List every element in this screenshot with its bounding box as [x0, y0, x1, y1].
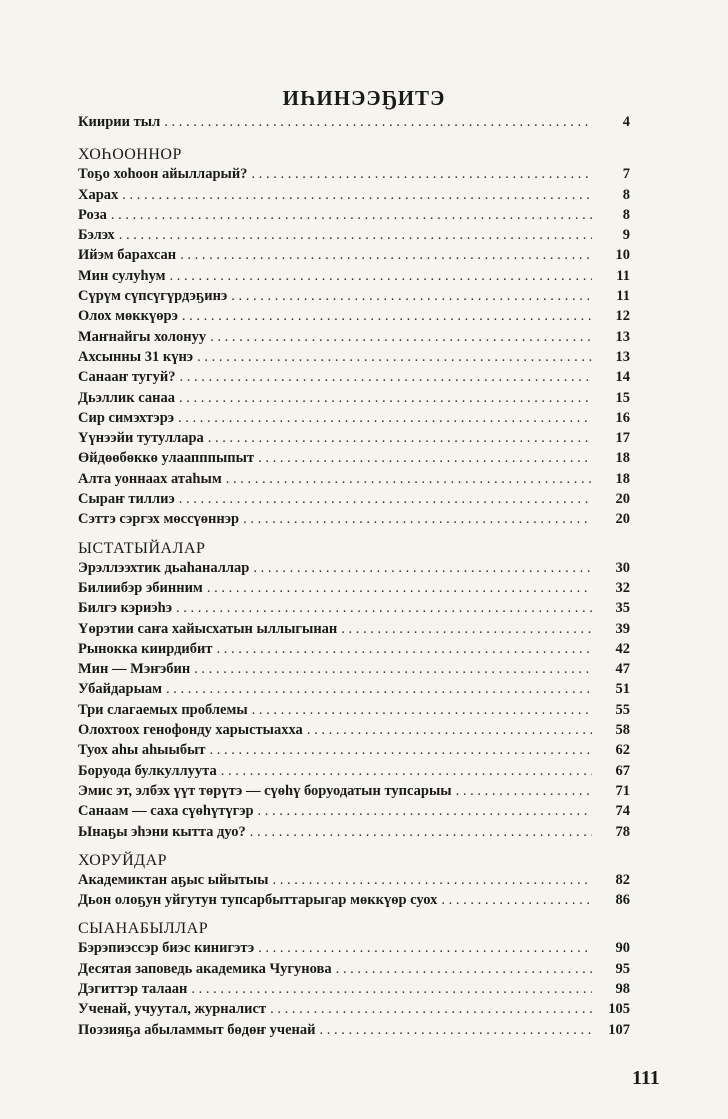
- toc-sections: [78, 144, 630, 1042]
- toc-entry-page: 9: [622, 227, 630, 244]
- toc-entry: [78, 308, 630, 328]
- toc-entry: [78, 471, 630, 491]
- dot-leader: [253, 560, 592, 577]
- toc-entry: [78, 207, 630, 227]
- toc-entry: [78, 681, 630, 701]
- toc-entry-title: Тоҕо хоһоон айылларый?: [78, 166, 248, 183]
- toc-entry: [78, 580, 630, 600]
- dot-leader: [221, 763, 592, 780]
- dot-leader: [191, 981, 592, 998]
- toc-entry-page: 98: [615, 980, 630, 997]
- dot-leader: [170, 268, 592, 285]
- toc-entry-page: 7: [622, 166, 630, 183]
- toc-entry: [78, 560, 630, 580]
- toc-entry-page: 105: [608, 1001, 630, 1018]
- toc-entry-page: 67: [615, 762, 630, 779]
- toc-entry: [78, 450, 630, 470]
- toc-entry-page: 10: [615, 247, 630, 264]
- toc-entry: [78, 369, 630, 389]
- toc-entry-page: 13: [615, 348, 630, 365]
- dot-leader: [210, 329, 592, 346]
- toc-entry: [78, 872, 630, 892]
- toc-entry: [78, 803, 630, 823]
- dot-leader: [243, 511, 592, 528]
- dot-leader: [119, 227, 592, 244]
- toc-entry-title: Десятая заповедь академика Чугунова: [78, 960, 332, 977]
- toc-entry-title: Санааҥ тугуй?: [78, 369, 176, 386]
- toc-entry-title: Бэрэпиэссэр биэс кинигэтэ: [78, 940, 255, 957]
- toc-entry: [78, 763, 630, 783]
- toc-entry-title: Алта уоннаах атаһым: [78, 470, 222, 487]
- toc-entry-page: 74: [615, 803, 630, 820]
- toc-entry: [78, 981, 630, 1001]
- dot-leader: [178, 410, 592, 427]
- toc-entry-title: Роза: [78, 206, 107, 223]
- toc-entry-title: Бэлэх: [78, 227, 115, 244]
- toc-entry-title: Санаам — саха сүөһүтүгэр: [78, 803, 254, 820]
- toc-entry: [78, 329, 630, 349]
- toc-entry-title: Киирии тыл: [78, 114, 161, 130]
- dot-leader: [252, 702, 592, 719]
- toc-entry: [78, 268, 630, 288]
- toc-entry-page: 11: [616, 288, 630, 305]
- toc-entry-page: 16: [615, 409, 630, 426]
- toc-entry: [78, 491, 630, 511]
- toc-entry-title: Дьэллик санаа: [78, 389, 175, 406]
- toc-entry-page: 78: [615, 823, 630, 840]
- toc-entry-title: Академиктан аҕыс ыйытыы: [78, 871, 269, 888]
- toc-entry-page: 39: [615, 620, 630, 637]
- toc-entry-page: 18: [615, 470, 630, 487]
- dot-leader: [226, 471, 592, 488]
- table-of-contents: [78, 114, 630, 1042]
- toc-entry-page: 71: [615, 782, 630, 799]
- dot-leader: [180, 247, 592, 264]
- toc-entry: [78, 390, 630, 410]
- dot-leader: [456, 783, 592, 800]
- toc-entry-title: Мин — Мэҥэбин: [78, 661, 191, 678]
- toc-entry-title: Сэттэ сэргэх мөссүөннэр: [78, 511, 240, 528]
- toc-entry-intro: [78, 114, 630, 134]
- toc-entry-page: 4: [622, 114, 630, 130]
- toc-entry-title: Сүрүм сүпсүгүрдэҕинэ: [78, 288, 228, 305]
- dot-leader: [251, 166, 592, 183]
- toc-entry-title: Дэгиттэр талаан: [78, 980, 188, 997]
- toc-entry: [78, 824, 630, 844]
- toc-entry: [78, 621, 630, 641]
- toc-entry-page: 11: [616, 267, 630, 284]
- toc-entry-page: 95: [615, 960, 630, 977]
- section-heading: ХОҺООННОР: [78, 146, 182, 164]
- toc-entry: [78, 961, 630, 981]
- toc-entry-page: 82: [615, 871, 630, 888]
- dot-leader: [208, 430, 592, 447]
- toc-entry-title: Олохтоох генофонду харыстыахха: [78, 722, 303, 739]
- dot-leader: [258, 450, 592, 467]
- section-heading: ХОРУЙДАР: [78, 851, 168, 869]
- toc-entry-page: 32: [615, 579, 630, 596]
- toc-entry-title: Үүнээйи тутуллара: [78, 430, 204, 447]
- toc-entry-page: 18: [615, 450, 630, 467]
- dot-leader: [250, 824, 592, 841]
- toc-entry-page: 13: [615, 328, 630, 345]
- section-heading: ЫСТАТЫЙАЛАР: [78, 539, 206, 557]
- dot-leader: [182, 308, 592, 325]
- toc-entry: [78, 641, 630, 661]
- toc-entry-title: Өйдөөбөккө улаапппыпыт: [78, 450, 255, 467]
- toc-entry-page: 47: [615, 661, 630, 678]
- dot-leader: [164, 114, 592, 131]
- toc-entry-title: Билгэ кэриэһэ: [78, 600, 172, 617]
- dot-leader: [207, 580, 592, 597]
- dot-leader: [217, 641, 592, 658]
- dot-leader: [319, 1022, 592, 1039]
- toc-entry-page: 58: [615, 722, 630, 739]
- dot-leader: [273, 872, 593, 889]
- dot-leader: [231, 288, 592, 305]
- toc-entry-title: Ученай, учуутал, журналист: [78, 1001, 267, 1018]
- toc-entry: [78, 702, 630, 722]
- dot-leader: [111, 207, 592, 224]
- toc-entry-page: 90: [615, 940, 630, 957]
- toc-entry-page: 30: [615, 559, 630, 576]
- dot-leader: [176, 600, 592, 617]
- toc-entry-title: Сир симэхтэрэ: [78, 409, 175, 426]
- toc-entry-title: Туох аһы аһыыбыт: [78, 742, 206, 759]
- toc-entry-page: 8: [622, 206, 630, 223]
- toc-entry-page: 17: [615, 430, 630, 447]
- section-heading: СЫАНАБЫЛЛАР: [78, 920, 209, 938]
- toc-entry-page: 20: [615, 491, 630, 508]
- toc-entry-title: Олох мөккүөрэ: [78, 308, 178, 325]
- dot-leader: [210, 742, 592, 759]
- dot-leader: [166, 681, 592, 698]
- toc-entry-page: 62: [615, 742, 630, 759]
- toc-entry-title: Ийэм барахсан: [78, 247, 177, 264]
- toc-entry: [78, 430, 630, 450]
- toc-entry-page: 15: [615, 389, 630, 406]
- toc-entry: [78, 247, 630, 267]
- toc-entry-title: Эмис эт, элбэх үүт төрүтэ — сүөһү боруодатын тупсарыы: [78, 782, 452, 799]
- dot-leader: [179, 390, 592, 407]
- dot-leader: [179, 491, 592, 508]
- page-number: 111: [632, 1067, 660, 1089]
- toc-entry-title: Ынаҕы эһэни кытта дуо?: [78, 823, 246, 840]
- toc-entry: [78, 1001, 630, 1021]
- dot-leader: [194, 661, 592, 678]
- toc-entry: [78, 661, 630, 681]
- toc-entry-title: Билиибэр эбинним: [78, 579, 203, 596]
- toc-entry: [78, 511, 630, 531]
- dot-leader: [341, 621, 592, 638]
- toc-entry: [78, 722, 630, 742]
- toc-entry-title: Боруода булкуллуута: [78, 762, 217, 779]
- dot-leader: [336, 961, 592, 978]
- toc-entry: [78, 288, 630, 308]
- toc-entry-title: Поэзияҕа абыламмыт бөдөҥ ученай: [78, 1021, 316, 1038]
- dot-leader: [122, 187, 592, 204]
- toc-entry: [78, 349, 630, 369]
- toc-entry: [78, 742, 630, 762]
- toc-entry: [78, 940, 630, 960]
- toc-entry-title: Рынокка киирдибит: [78, 640, 213, 657]
- toc-entry-title: Эрэллээхтик дьаһаналлар: [78, 559, 250, 576]
- toc-entry-page: 35: [615, 600, 630, 617]
- toc-entry-page: 55: [615, 701, 630, 718]
- dot-leader: [441, 892, 592, 909]
- toc-entry: [78, 783, 630, 803]
- dot-leader: [197, 349, 592, 366]
- page-title: ИҺИНЭЭҔИТЭ: [282, 86, 446, 110]
- dot-leader: [270, 1001, 592, 1018]
- toc-entry-title: Убайдарыам: [78, 681, 163, 698]
- toc-entry-title: Мин сулуһум: [78, 267, 166, 284]
- toc-entry-title: Маҥнайгы холонуу: [78, 328, 207, 345]
- dot-leader: [307, 722, 592, 739]
- toc-entry: [78, 892, 630, 912]
- dot-leader: [258, 803, 592, 820]
- toc-entry-title: Үөрэтии саҥа хайысхатын ыллыгынан: [78, 620, 338, 637]
- dot-leader: [180, 369, 593, 386]
- toc-entry-page: 12: [615, 308, 630, 325]
- toc-entry-page: 8: [622, 186, 630, 203]
- toc-entry: [78, 410, 630, 430]
- toc-entry-title: Сыраҥ тиллиэ: [78, 491, 175, 508]
- toc-entry: [78, 187, 630, 207]
- toc-entry-page: 14: [615, 369, 630, 386]
- toc-entry-title: Дьон олоҕун уйгутун тупсарбыттарыгар мөккүөр суох: [78, 892, 438, 909]
- toc-entry-page: 20: [615, 511, 630, 528]
- toc-entry-title: Харах: [78, 186, 119, 203]
- dot-leader: [258, 940, 592, 957]
- toc-entry: [78, 227, 630, 247]
- toc-entry-page: 51: [615, 681, 630, 698]
- toc-entry-title: Ахсынны 31 күнэ: [78, 348, 194, 365]
- toc-entry-page: 42: [615, 640, 630, 657]
- toc-entry-page: 107: [608, 1021, 630, 1038]
- toc-entry: [78, 600, 630, 620]
- toc-entry-title: Три слагаемых проблемы: [78, 701, 248, 718]
- toc-entry: [78, 166, 630, 186]
- toc-entry-page: 86: [615, 892, 630, 909]
- toc-entry: [78, 1022, 630, 1042]
